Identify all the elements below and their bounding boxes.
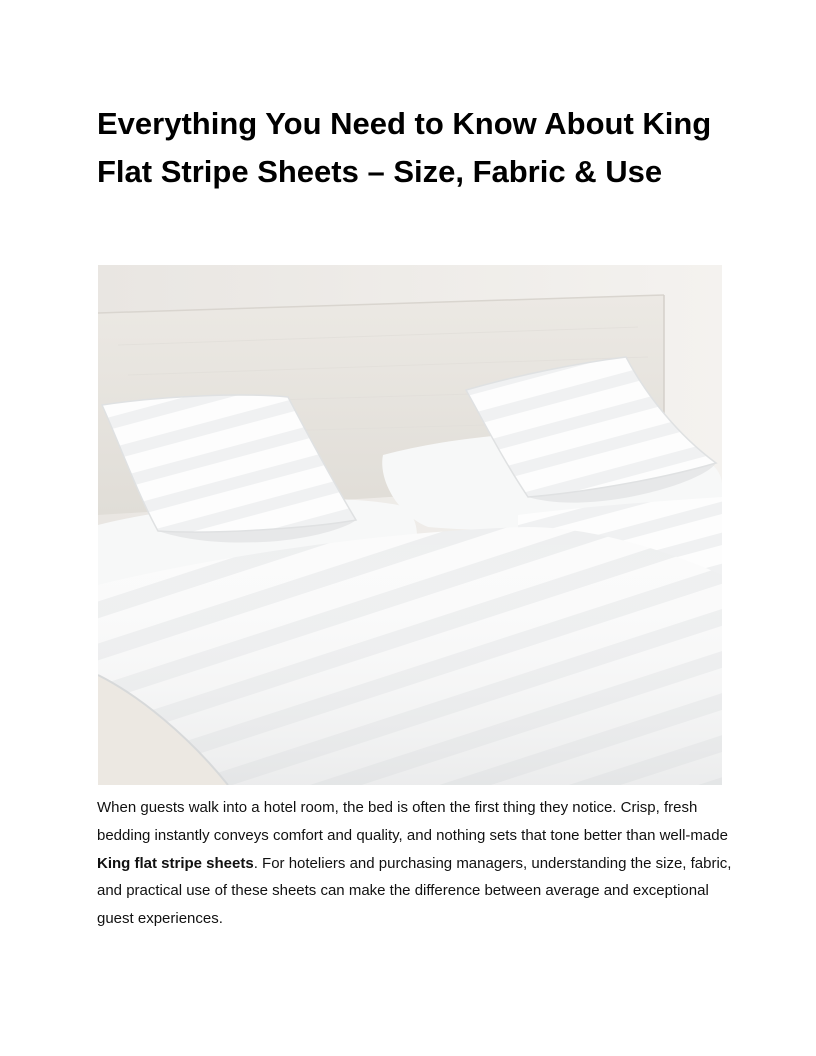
intro-text-before: When guests walk into a hotel room, the bed is often the first thing they notice. Crisp, fresh bedding instantly conveys comfort and quality, and nothing sets that tone better than well-made: [97, 799, 728, 844]
intro-paragraph: [97, 794, 737, 933]
hero-image: [98, 265, 722, 785]
intro-bold-term: King flat stripe sheets: [97, 854, 254, 872]
bed-illustration: [98, 265, 722, 785]
article-title: Everything You Need to Know About King Flat Stripe Sheets – Size, Fabric & Use: [97, 106, 712, 189]
intro-text-after: . For hoteliers and purchasing managers, understanding the size, fabric, and practical use of these sheets can make the difference between average and exceptional guest experiences.: [97, 854, 732, 928]
